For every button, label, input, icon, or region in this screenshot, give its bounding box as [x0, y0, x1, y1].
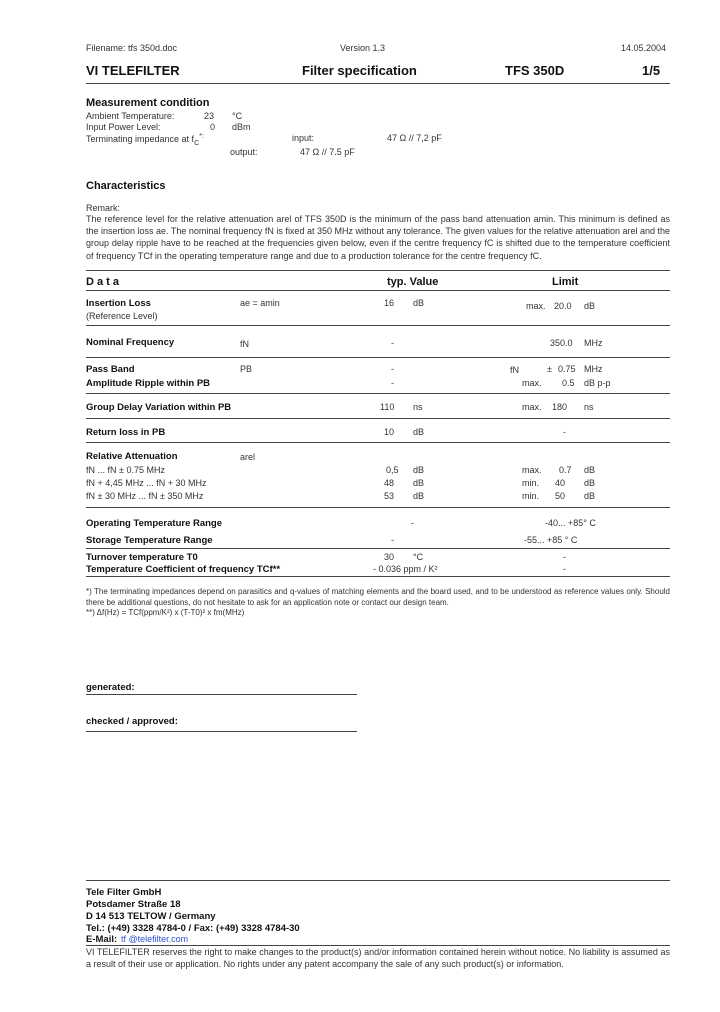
rel-typ-unit-1: dB — [413, 465, 425, 475]
insertion-loss-limit-unit: dB — [584, 301, 596, 311]
checked-signature-line — [86, 731, 357, 732]
page-number: 1/5 — [642, 63, 661, 78]
measurement-heading: Measurement condition — [86, 97, 210, 109]
ambient-value: 23 — [204, 111, 215, 121]
tc-limit: - — [563, 564, 566, 574]
group-delay-limit-unit: ns — [584, 402, 594, 412]
return-loss-typ: 10 — [384, 427, 395, 437]
rel-typ-unit-2: dB — [413, 478, 425, 488]
ripple-label: Amplitude Ripple within PB — [86, 378, 211, 389]
pass-band-typ: - — [391, 364, 394, 374]
doc-title: Filter specification — [302, 63, 417, 78]
turnover-limit: - — [563, 552, 566, 562]
output-label: output: — [230, 147, 258, 157]
ripple-limit-kind: max. — [522, 378, 542, 388]
rel-typ-unit-3: dB — [413, 491, 425, 501]
pass-band-limit-unit: MHz — [584, 364, 603, 374]
ripple-limit-unit: dB p-p — [584, 378, 611, 388]
insertion-loss-typ: 16 — [384, 298, 395, 308]
pass-band-limit-pm: ± — [547, 364, 552, 374]
rel-typ-1: 0,5 — [386, 465, 399, 475]
rel-limit-3: 50 — [555, 491, 566, 501]
pass-band-label: Pass Band — [86, 364, 135, 375]
footnote-1: *) The terminating impedances depend on parasitics and q-values of matching elements and the board used, and to be understood as reference values only. Should there be additional questions, do not hesitate to ask for an application note or contact our design team. — [86, 587, 670, 607]
insertion-loss-label: Insertion Loss — [86, 298, 151, 309]
ambient-unit: °C — [232, 111, 243, 121]
turnover-typ-unit: °C — [413, 552, 424, 562]
ripple-typ: - — [391, 378, 394, 388]
remark-text: The reference level for the relative attenuation arel of TFS 350D is the minimum of the pass band attenuation amin. This minimum is defined as the insertion loss ae. The nominal frequency fN is fixed at 350 MHz without any tolerance. The given values for the relative attenuation arel and the group delay ripple have to be reached at the frequencies given below, even if the centre frequency fC is shifted due to the temperature coefficient of frequency TCf in the operating temperature range and due to a production tolerance for the centre frequency fC. — [86, 214, 671, 261]
return-loss-label: Return loss in PB — [86, 427, 166, 438]
row-rule — [86, 548, 670, 549]
footer-street: Potsdamer Straße 18 — [86, 899, 181, 910]
insertion-loss-limit: 20.0 — [554, 301, 572, 311]
footnote-2: **) Δf(Hz) = TCf(ppm/K²) x (T-T0)² x fm(MHz) — [86, 608, 245, 617]
insertion-loss-symbol: ae = amin — [240, 298, 280, 308]
row-rule — [86, 357, 670, 358]
remark-label: Remark: — [86, 203, 121, 213]
turnover-typ: 30 — [384, 552, 395, 562]
header-version: Version 1.3 — [340, 43, 386, 53]
footer-city: D 14 513 TELTOW / Germany — [86, 911, 216, 922]
generated-signature-line — [86, 694, 357, 695]
tc-label: Temperature Coefficient of frequency TCf** — [86, 564, 281, 575]
group-delay-limit-kind: max. — [522, 402, 542, 412]
table-top-rule — [86, 270, 670, 271]
rel-typ-3: 53 — [384, 491, 395, 501]
nominal-frequency-label: Nominal Frequency — [86, 337, 175, 348]
storage-temp-typ: - — [391, 535, 394, 545]
ambient-label: Ambient Temperature: — [86, 111, 175, 121]
footer-rule — [86, 880, 670, 881]
pass-band-limit-kind: fN — [510, 365, 519, 375]
rel-limit-unit-2: dB — [584, 478, 596, 488]
input-value: 47 Ω // 7,2 pF — [387, 133, 442, 143]
nominal-frequency-typ: - — [391, 338, 394, 348]
relative-attenuation-label: Relative Attenuation — [86, 451, 178, 462]
row-rule — [86, 325, 670, 326]
power-unit: dBm — [232, 122, 251, 132]
row-rule — [86, 418, 670, 419]
header-date: 14.05.2004 — [621, 43, 667, 53]
return-loss-typ-unit: dB — [413, 427, 425, 437]
nominal-frequency-limit: 350.0 — [550, 338, 573, 348]
relative-attenuation-symbol: arel — [240, 452, 256, 462]
rel-range-1: fN ... fN ± 0.75 MHz — [86, 465, 165, 475]
part-number: TFS 350D — [505, 63, 565, 78]
storage-temp-label: Storage Temperature Range — [86, 535, 213, 546]
power-label: Input Power Level: — [86, 122, 161, 132]
storage-temp-limit: -55... +85 ° C — [524, 535, 578, 545]
company-logo: VI TELEFILTER — [86, 63, 180, 78]
pass-band-symbol: PB — [240, 364, 253, 374]
rel-typ-2: 48 — [384, 478, 395, 488]
group-delay-label: Group Delay Variation within PB — [86, 402, 232, 413]
footer-company: Tele Filter GmbH — [86, 887, 162, 898]
op-temp-label: Operating Temperature Range — [86, 518, 223, 529]
rel-limit-kind-1: max. — [522, 465, 542, 475]
group-delay-typ-unit: ns — [413, 402, 423, 412]
input-label: input: — [292, 133, 315, 143]
rel-range-2: fN + 4,45 MHz ... fN + 30 MHz — [86, 478, 207, 488]
rel-limit-kind-2: min. — [522, 478, 540, 488]
op-temp-limit: -40... +85° C — [545, 518, 596, 528]
col-typ-value: typ. Value — [387, 276, 439, 288]
header-filename: Filename: tfs 350d.doc — [86, 43, 178, 53]
generated-label: generated: — [86, 682, 135, 693]
row-rule — [86, 393, 670, 394]
table-bottom-rule — [86, 576, 670, 577]
insertion-loss-typ-unit: dB — [413, 298, 425, 308]
rel-limit-kind-3: min. — [522, 491, 540, 501]
header-divider — [86, 83, 670, 84]
insertion-loss-limit-kind: max. — [526, 301, 546, 311]
power-value: 0 — [210, 122, 216, 132]
impedance-label: Terminating impedance at $f_C^{*:}$ — [86, 133, 204, 147]
nominal-frequency-symbol: fN — [240, 339, 249, 349]
footer-email-label: E-Mail: — [86, 934, 118, 945]
group-delay-limit: 180 — [552, 402, 568, 412]
turnover-label: Turnover temperature T0 — [86, 552, 198, 563]
output-value: 47 Ω // 7.5 pF — [300, 147, 355, 157]
footer-tel: Tel.: (+49) 3328 4784-0 / Fax: (+49) 3328 4784-30 — [86, 923, 300, 934]
col-limit: Limit — [552, 276, 579, 288]
nominal-frequency-limit-unit: MHz — [584, 338, 603, 348]
ripple-limit: 0.5 — [562, 378, 575, 388]
insertion-loss-sublabel: (Reference Level) — [86, 311, 158, 321]
group-delay-typ: 110 — [380, 402, 395, 412]
op-temp-typ: - — [411, 518, 414, 528]
rel-range-3: fN ± 30 MHz ... fN ± 350 MHz — [86, 491, 204, 501]
rel-limit-1: 0.7 — [559, 465, 572, 475]
return-loss-limit: - — [563, 427, 566, 437]
row-rule — [86, 442, 670, 443]
table-head-rule — [86, 290, 670, 291]
tc-typ: - 0.036 ppm / K² — [373, 564, 438, 574]
rel-limit-2: 40 — [555, 478, 566, 488]
footer-rule-2 — [86, 945, 670, 946]
pass-band-limit: 0.75 — [558, 364, 576, 374]
rel-limit-unit-1: dB — [584, 465, 596, 475]
rel-limit-unit-3: dB — [584, 491, 596, 501]
characteristics-heading: Characteristics — [86, 180, 166, 192]
col-data: D a t a — [86, 276, 120, 288]
row-rule — [86, 507, 670, 508]
footer-disclaimer: VI TELEFILTER reserves the right to make changes to the product(s) and/or information contained herein without notice. No liability is assumed as a result of their use or application. No rights under any patent accompany the sale of any such product(s) or information. — [86, 947, 670, 969]
footer-email-link[interactable]: tf @telefilter.com — [121, 934, 189, 944]
checked-label: checked / approved: — [86, 716, 178, 727]
